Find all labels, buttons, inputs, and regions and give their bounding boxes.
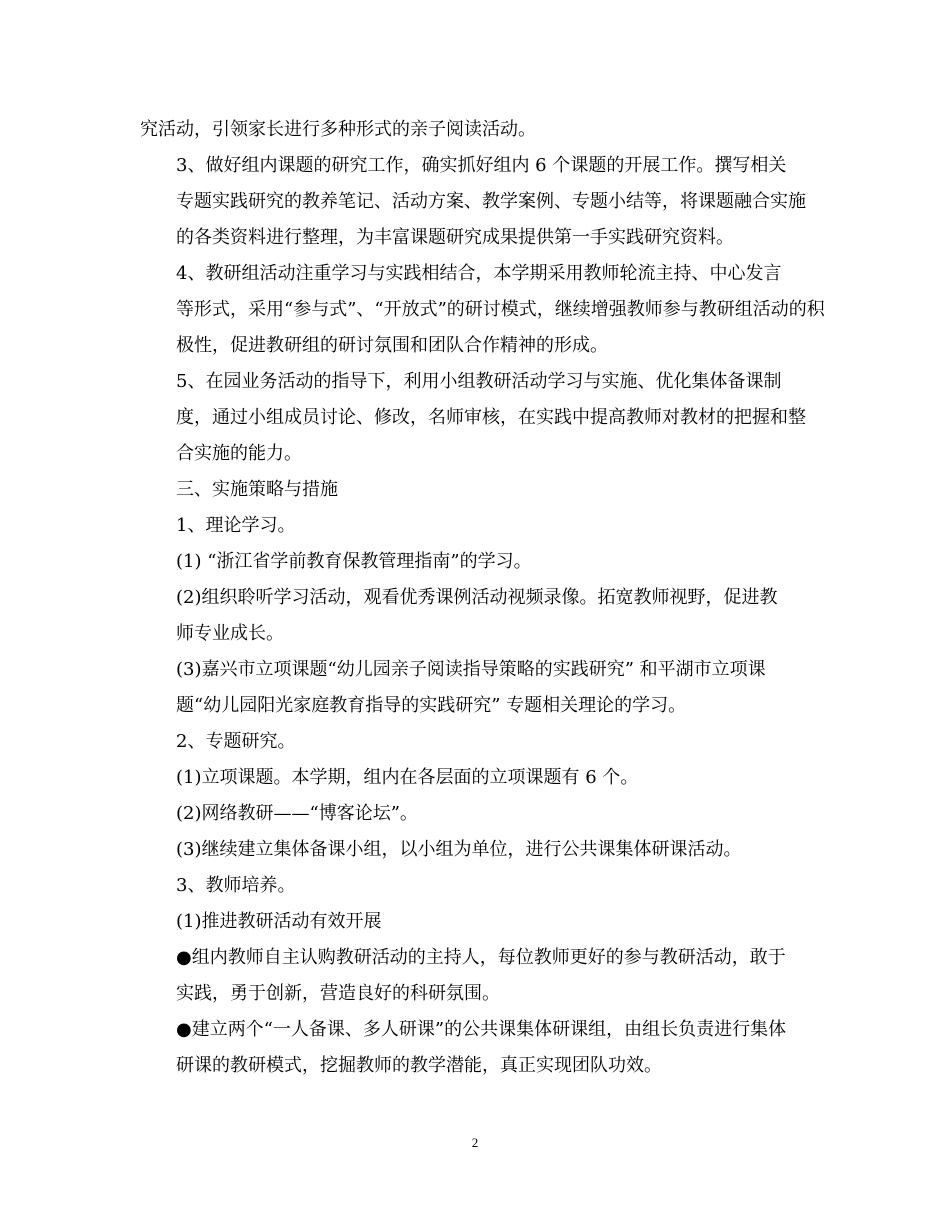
paragraph — [140, 868, 810, 904]
paragraph-line: 研课的教研模式，挖掘教师的教学潜能，真正实现团队功效。 — [176, 1055, 662, 1076]
paragraph — [140, 796, 810, 832]
paragraph — [140, 364, 810, 472]
paragraph-line: 实践，勇于创新，营造良好的科研氛围。 — [176, 983, 500, 1004]
paragraph-line: (1)立项课题。本学期，组内在各层面的立项课题有 6 个。 — [176, 767, 639, 788]
paragraph — [140, 652, 810, 724]
document-body — [140, 112, 825, 1084]
paragraph — [140, 832, 810, 868]
paragraph-line: (1) “浙江省学前教育保教管理指南”的学习。 — [176, 551, 532, 572]
paragraph — [140, 760, 810, 796]
paragraph — [140, 112, 810, 148]
paragraph-line: 度，通过小组成员讨论、修改，名师审核，在实践中提高教师对教材的把握和整 — [176, 407, 806, 428]
paragraph-line: (1)推进教研活动有效开展 — [176, 911, 382, 932]
paragraph-line: 题“幼儿园阳光家庭教育指导的实践研究” 专题相关理论的学习。 — [176, 695, 687, 716]
paragraph — [140, 904, 810, 940]
paragraph-line: 究活动，引领家长进行多种形式的亲子阅读活动。 — [140, 119, 536, 140]
paragraph — [140, 256, 825, 364]
paragraph — [140, 724, 810, 760]
paragraph-line: 5、在园业务活动的指导下，利用小组教研活动学习与实施、优化集体备课制 — [176, 371, 782, 392]
paragraph-line: (3)嘉兴市立项课题“幼儿园亲子阅读指导策略的实践研究” 和平湖市立项课 — [176, 659, 766, 680]
paragraph — [140, 940, 810, 1012]
paragraph-line: (3)继续建立集体备课小组，以小组为单位，进行公共课集体研课活动。 — [176, 839, 742, 860]
paragraph-line: 等形式，采用“参与式”、“开放式”的研讨模式，继续增强教师参与教研组活动的积 — [176, 299, 825, 320]
page-number: 2 — [471, 1135, 479, 1150]
paragraph — [140, 472, 810, 508]
paragraph-line: 合实施的能力。 — [176, 443, 302, 464]
paragraph-line: ●建立两个“一人备课、多人研课”的公共课集体研课组，由组长负责进行集体 — [176, 1019, 787, 1040]
paragraph-line: 1、理论学习。 — [176, 515, 296, 536]
paragraph-line: (2)网络教研——“博客论坛”。 — [176, 803, 418, 824]
paragraph — [140, 580, 810, 652]
paragraph — [140, 148, 810, 256]
paragraph-line: (2)组织聆听学习活动，观看优秀课例活动视频录像。拓宽教师视野，促进教 — [176, 587, 778, 608]
paragraph-line: 3、做好组内课题的研究工作，确实抓好组内 6 个课题的开展工作。撰写相关 — [176, 155, 787, 176]
paragraph — [140, 544, 810, 580]
paragraph-line: 4、教研组活动注重学习与实践相结合，本学期采用教师轮流主持、中心发言 — [176, 263, 782, 284]
paragraph-line: 极性，促进教研组的研讨氛围和团队合作精神的形成。 — [176, 335, 608, 356]
paragraph — [140, 508, 810, 544]
paragraph-line: 3、教师培养。 — [176, 875, 296, 896]
paragraph-line: 三、实施策略与措施 — [176, 479, 338, 500]
paragraph-line: ●组内教师自主认购教研活动的主持人，每位教师更好的参与教研活动，敢于 — [176, 947, 786, 968]
paragraph-line: 师专业成长。 — [176, 623, 284, 644]
paragraph-line: 的各类资料进行整理，为丰富课题研究成果提供第一手实践研究资料。 — [176, 227, 734, 248]
paragraph-line: 2、专题研究。 — [176, 731, 296, 752]
paragraph-line: 专题实践研究的教养笔记、活动方案、教学案例、专题小结等，将课题融合实施 — [176, 191, 806, 212]
paragraph — [140, 1012, 810, 1084]
